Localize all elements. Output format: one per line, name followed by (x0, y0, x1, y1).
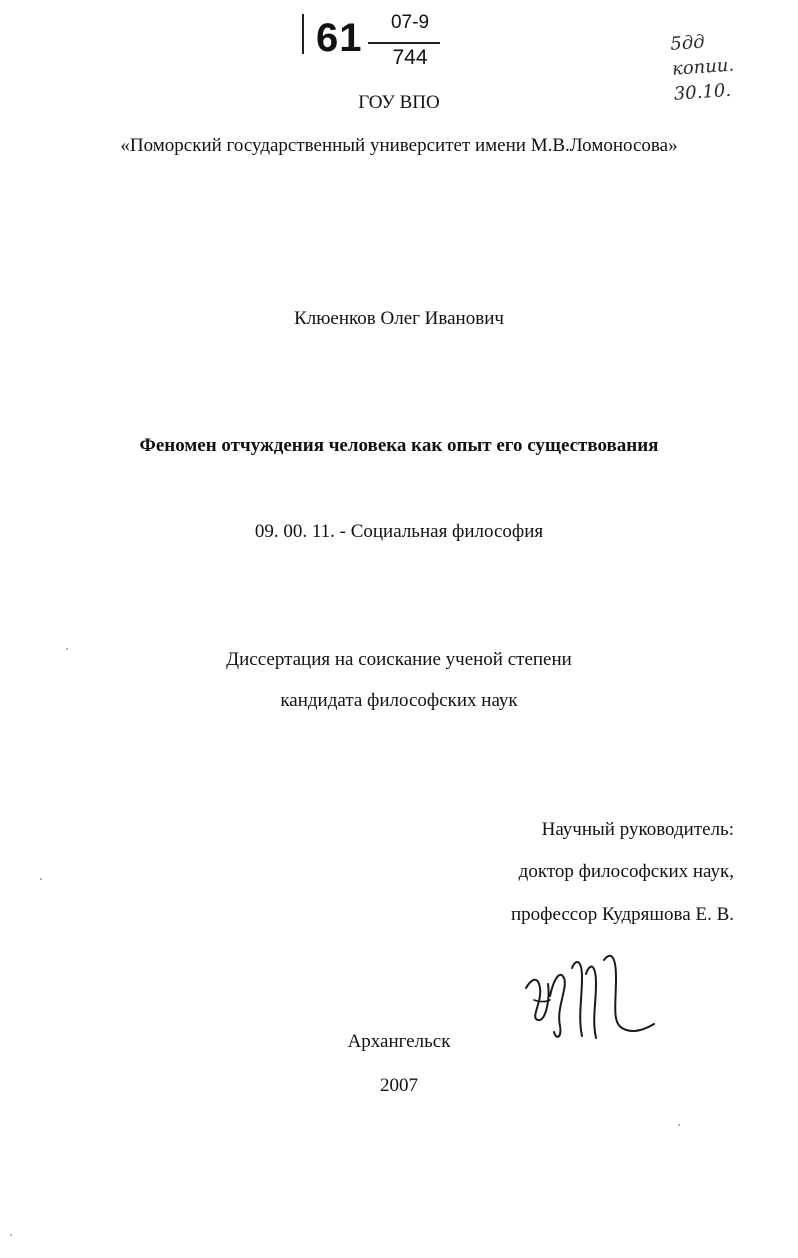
stamp-number: 61 (316, 16, 363, 60)
organization-type: ГОУ ВПО (358, 92, 440, 113)
supervisor-label: Научный руководитель: (541, 819, 734, 840)
city: Архангельск (347, 1031, 451, 1052)
supervisor-name: профессор Кудряшова Е. В. (510, 904, 734, 925)
author-name: Клюенков Олег Иванович (294, 308, 504, 329)
handwritten-note-line: 5дд (669, 31, 706, 55)
handwritten-note-line: 30.10. (673, 79, 732, 105)
handwritten-note-line: копии. (671, 54, 735, 80)
university-name: «Поморский государственный университет имени М.В.Ломоносова» (120, 135, 678, 156)
stamp-fraction-line (368, 42, 440, 44)
scan-speck (66, 648, 68, 650)
scan-speck (678, 1124, 680, 1126)
dissertation-title: Феномен отчуждения человека как опыт его существования (139, 435, 659, 456)
year: 2007 (380, 1075, 418, 1096)
stamp-fraction-top: 07-9 (390, 12, 430, 33)
degree-line-1: Диссертация на соискание ученой степени (226, 649, 572, 670)
supervisor-degree: доктор философских наук, (518, 861, 734, 882)
specialty-code: 09. 00. 11. - Социальная философия (254, 521, 544, 542)
stamp-fraction-bottom: 744 (392, 46, 428, 69)
stamp-mark (302, 14, 304, 54)
scan-speck (10, 1234, 12, 1236)
library-stamp (302, 8, 452, 68)
scan-speck (40, 878, 42, 880)
degree-line-2: кандидата философских наук (280, 690, 518, 711)
